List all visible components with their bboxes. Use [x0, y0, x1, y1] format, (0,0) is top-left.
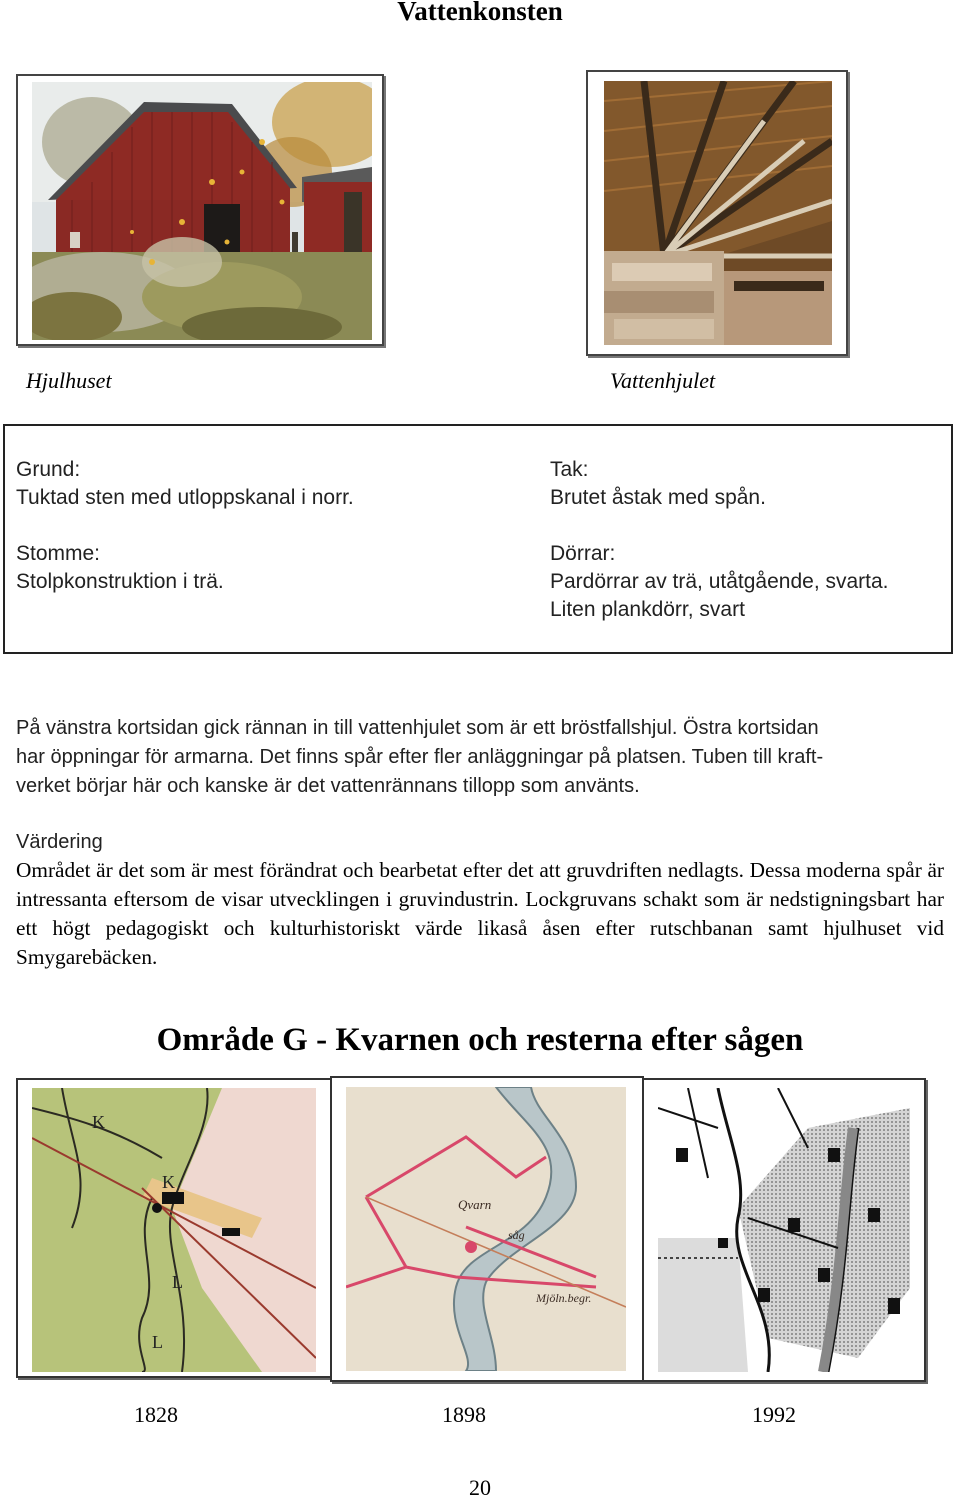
dorrar-value-1: Pardörrar av trä, utåtgående, svarta. — [550, 570, 889, 593]
description-paragraph — [16, 714, 946, 801]
map-1992 — [642, 1078, 926, 1382]
caption-vattenhjulet: Vattenhjulet — [610, 368, 716, 393]
map1-label-l2: L — [152, 1332, 163, 1352]
description-line-3: verket börjar här och kanske är det vattenrännans tillopp som använts. — [16, 775, 640, 797]
map-1898 — [330, 1076, 644, 1382]
tak-value: Brutet åstak med spån. — [550, 486, 766, 509]
photo-hjulhuset — [16, 74, 384, 346]
description-line-2: har öppningar för armarna. Det finns spår efter fler anläggningar på platsen. Tuben till kraft- — [16, 746, 824, 768]
photo-vattenhjulet — [586, 70, 848, 356]
waterwheel-photo-graphic — [604, 81, 832, 345]
description-line-1: På vänstra kortsidan gick rännan in till vattenhjulet som är ett bröstfallshjul. Östra kortsidan — [16, 717, 819, 739]
stomme-value: Stolpkonstruktion i trä. — [16, 570, 224, 593]
section-g-heading: Område G - Kvarnen och resterna efter sågen — [156, 1022, 804, 1058]
grund-label: Grund: — [16, 458, 81, 481]
vardering-heading: Värdering — [16, 831, 103, 853]
year-1992: 1992 — [752, 1402, 796, 1427]
info-left-column — [16, 456, 516, 596]
barn-photo-graphic — [32, 82, 372, 340]
map2-label-mjoln: Mjöln.begr. — [536, 1291, 592, 1305]
map1-label-k1: K — [92, 1112, 105, 1132]
info-right-column — [550, 456, 950, 624]
page-title: Vattenkonsten — [397, 0, 563, 26]
page-number: 20 — [469, 1475, 491, 1500]
tak-label: Tak: — [550, 458, 589, 481]
map-1992-graphic — [658, 1088, 910, 1372]
map1-label-l1: L — [172, 1272, 183, 1292]
map-1828 — [16, 1078, 336, 1378]
map2-label-sag: såg — [508, 1228, 525, 1242]
vardering-text: Området är det som är mest förändrat och bearbetat efter det att gruvdriften nedlagts. Dessa moderna spår är intressanta eftersom de visar utvecklingen i gruvindustrin. Lockgruvans schakt som är nedstigningsbart har ett högt pedagogiskt och kulturhistoriskt värde likaså åsen efter rutschbanan samt hjulhuset vid Smygarebäcken. — [16, 858, 944, 969]
dorrar-label: Dörrar: — [550, 542, 616, 565]
stomme-label: Stomme: — [16, 542, 101, 565]
grund-value: Tuktad sten med utloppskanal i norr. — [16, 486, 354, 509]
map-1898-graphic — [346, 1087, 626, 1371]
year-1828: 1828 — [134, 1402, 178, 1427]
year-1898: 1898 — [442, 1402, 486, 1427]
dorrar-value-2: Liten plankdörr, svart — [550, 598, 745, 621]
map1-label-k2: K — [162, 1172, 175, 1192]
caption-hjulhuset: Hjulhuset — [26, 368, 112, 393]
map2-label-kvarn: Qvarn — [458, 1197, 492, 1212]
map-1828-graphic — [32, 1088, 316, 1372]
